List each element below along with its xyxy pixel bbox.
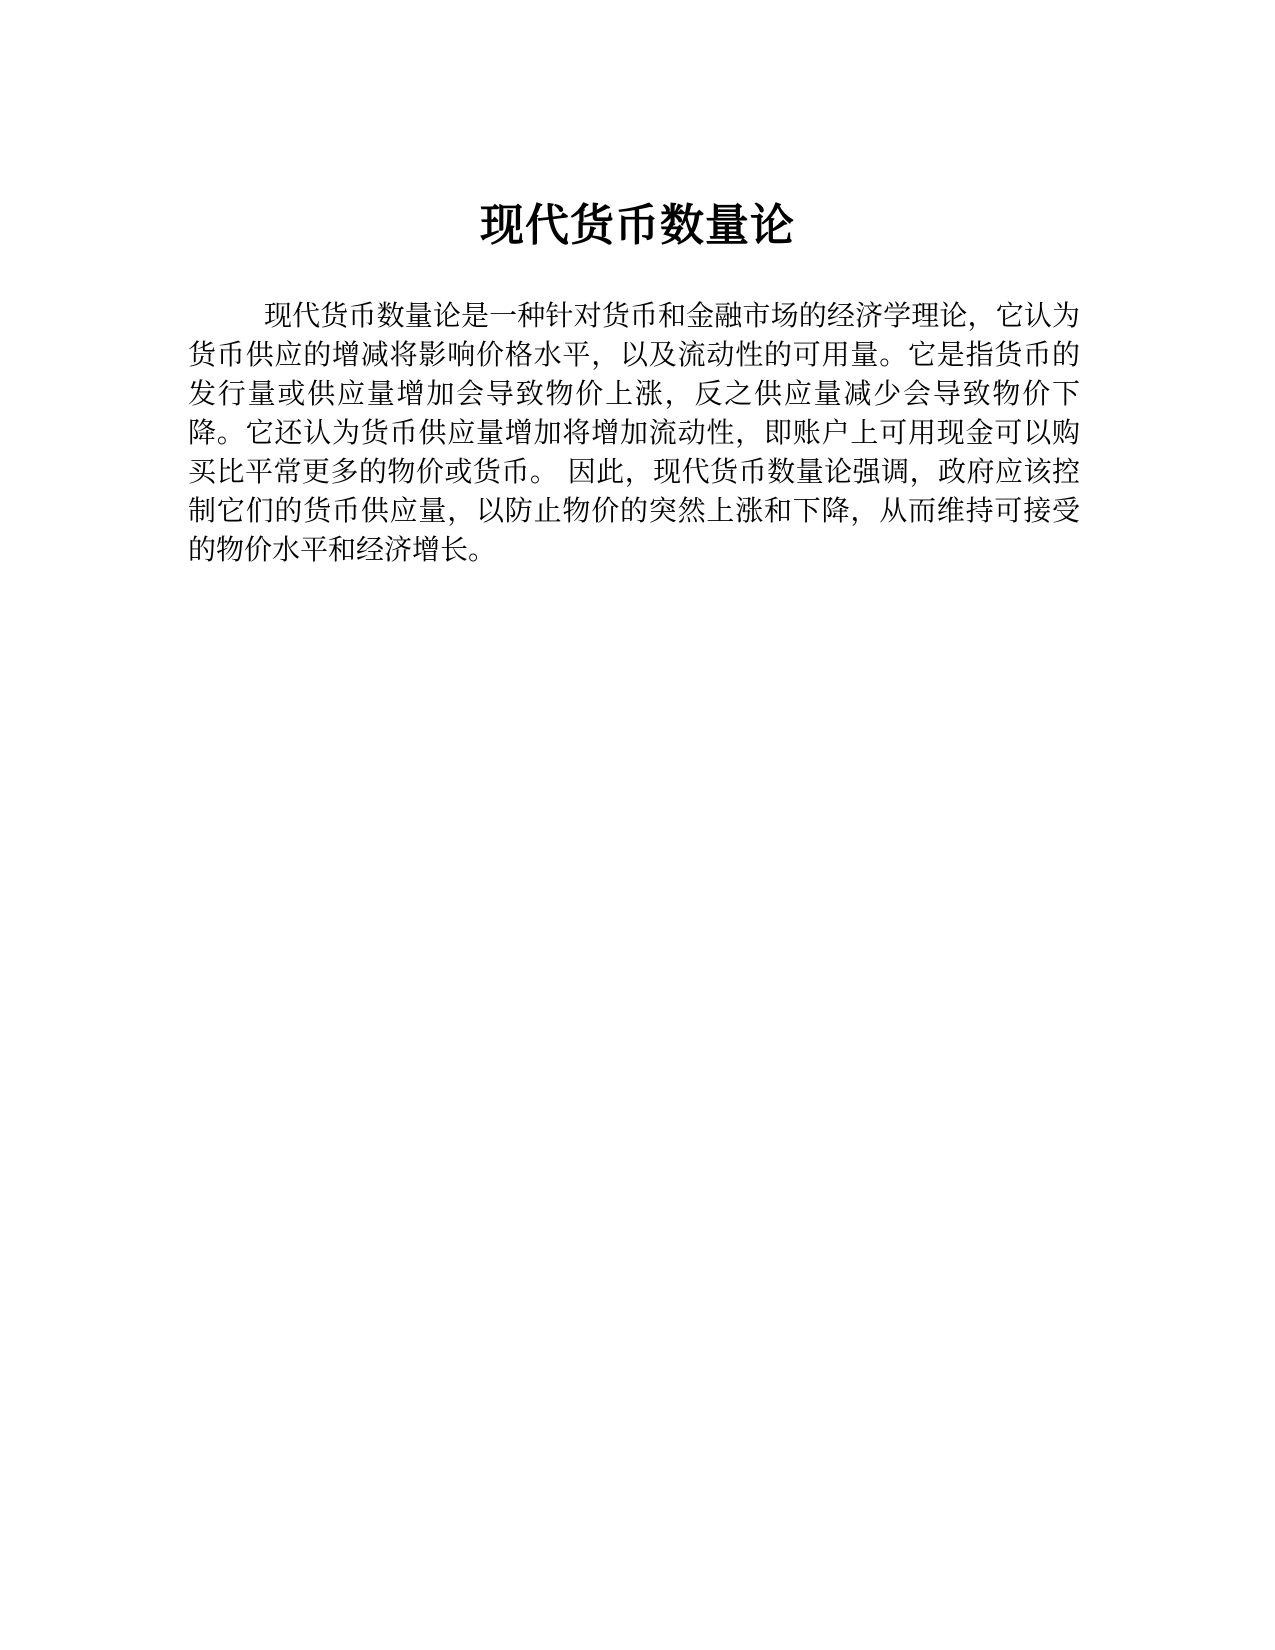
document-paragraph: 现代货币数量论是一种针对货币和金融市场的经济学理论，它认为货币供应的增减将影响价格水平，以及流动性的可用量。它是指货币的发行量或供应量增加会导致物价上涨，反之供应量减少会导致物价下降。它还认为货币供应量增加将增加流动性，即账户上可用现金可以购买比平常更多的物价或货币。 因此，现代货币数量论强调，政府应该控制它们的货币供应量，以防止物价的突然上涨和下降，从而维持可接受的物价水平和经济增长。 (188, 299, 1080, 566)
document-title: 现代货币数量论 (480, 200, 795, 251)
